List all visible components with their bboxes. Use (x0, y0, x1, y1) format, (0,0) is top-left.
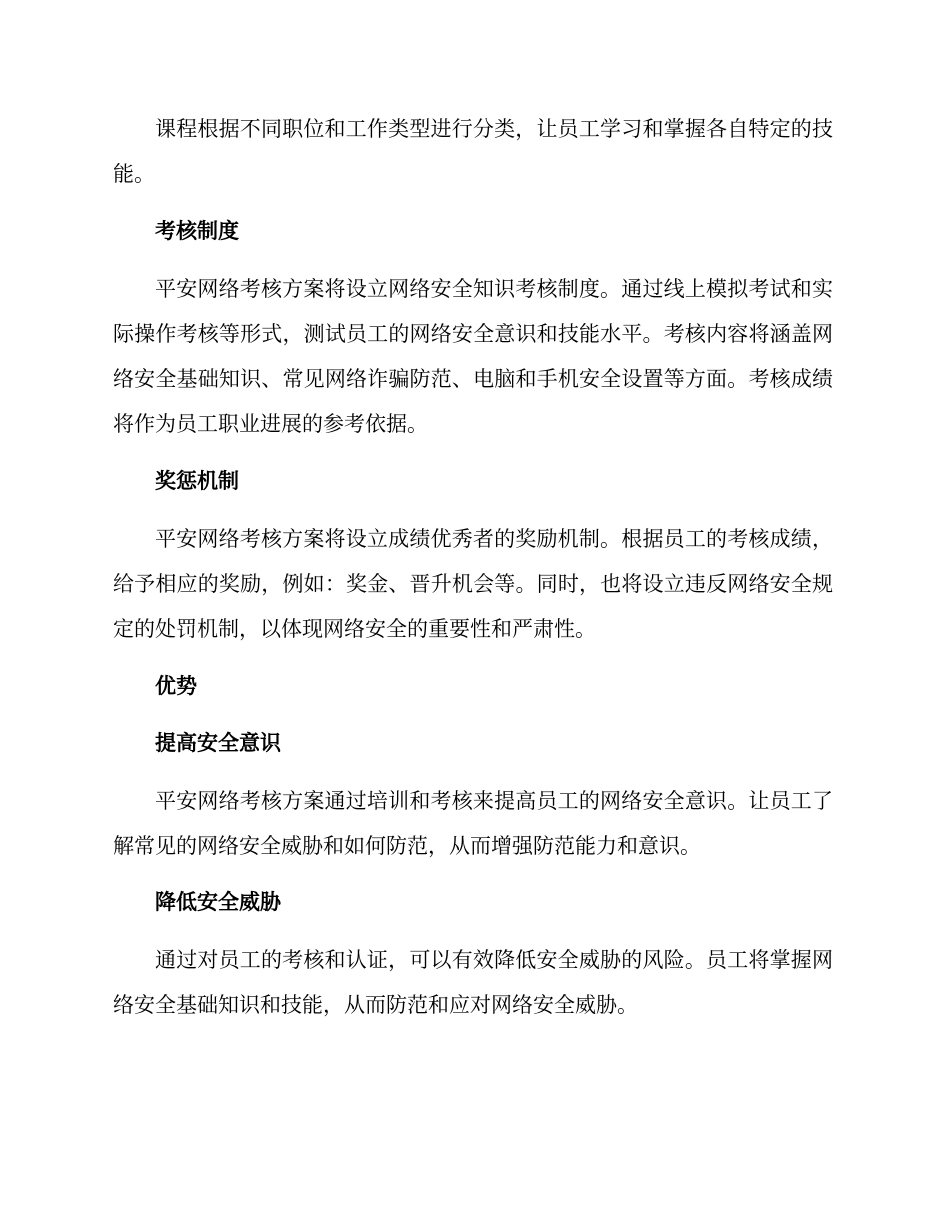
paragraph-intro: 课程根据不同职位和工作类型进行分类，让员工学习和掌握各自特定的技能。 (113, 117, 833, 186)
heading-assessment-system: 考核制度 (155, 219, 239, 243)
heading-reduce-threats: 降低安全威胁 (155, 890, 281, 914)
heading-rewards-penalties: 奖惩机制 (155, 469, 239, 493)
paragraph-rewards-penalties: 平安网络考核方案将设立成绩优秀者的奖励机制。根据员工的考核成绩，给予相应的奖励，例如：奖金、晋升机会等。同时，也将设立违反网络安全规定的处罚机制，以体现网络安全的重要性和严肃性。 (113, 527, 833, 641)
paragraph-assessment-system: 平安网络考核方案将设立网络安全知识考核制度。通过线上模拟考试和实际操作考核等形式，测试员工的网络安全意识和技能水平。考核内容将涵盖网络安全基础知识、常见网络诈骗防范、电脑和手机安全设置等方面。考核成绩将作为员工职业进展的参考依据。 (113, 277, 833, 436)
paragraph-reduce-threats: 通过对员工的考核和认证，可以有效降低安全威胁的风险。员工将掌握网络安全基础知识和技能，从而防范和应对网络安全威胁。 (113, 948, 833, 1017)
heading-advantages: 优势 (155, 674, 197, 698)
paragraph-raise-awareness: 平安网络考核方案通过培训和考核来提高员工的网络安全意识。让员工了解常见的网络安全威胁和如何防范，从而增强防范能力和意识。 (113, 789, 833, 858)
heading-raise-awareness: 提高安全意识 (155, 731, 281, 755)
